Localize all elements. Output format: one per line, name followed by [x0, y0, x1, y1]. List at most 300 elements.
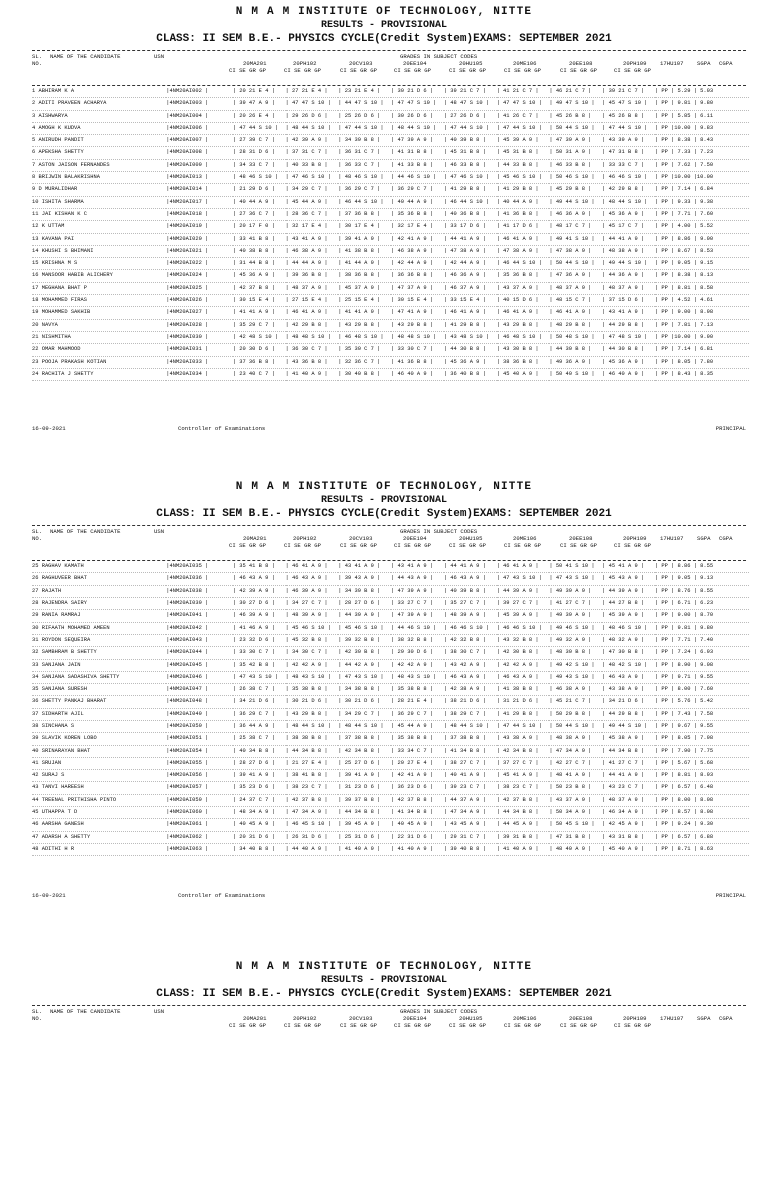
grade-20CV103-cell: | 28 27 D 6 | — [338, 600, 381, 607]
candidate-name-cell: 29 RANIA RAMRAJ — [32, 612, 81, 619]
grade-20HU105-cell: | 42 38 A 9 | — [443, 686, 486, 693]
grade-20MA201-cell: | 37 36 B 8 | — [232, 358, 275, 365]
grade-20EE108-cell: | 44 30 B 8 | — [549, 346, 592, 353]
grade-20ME106-cell: | 45 39 A 9 | — [496, 137, 539, 144]
grade-20ME106-cell: | 44 45 A 9 | — [496, 821, 539, 828]
grade-20EE104-cell: | 45 44 A 9 | — [391, 722, 434, 729]
grade-20PH102-cell: | 42 29 B 8 | — [285, 321, 328, 328]
subject-code: 20EE108 — [569, 60, 593, 67]
usn-cell: |4NM20AI017 | — [166, 198, 209, 205]
grade-20MA201-cell: | 23 40 C 7 | — [232, 370, 275, 377]
grade-20PH102-cell: | 27 21 E 4 | — [285, 88, 328, 94]
result-gpa-cell: | PP | 8.38 | 8.13 — [654, 272, 714, 279]
candidate-name-cell: 43 TANVI HAREESH — [32, 784, 84, 791]
grade-20ME106-cell: | 41 29 B 8 | — [496, 186, 539, 193]
grade-20ME106-cell: | 41 40 A 9 | — [496, 845, 539, 852]
grade-20EE104-cell: | 47 41 A 9 | — [391, 309, 434, 316]
candidate-name-cell: 6 APEKSHA SHETTY — [32, 149, 84, 156]
grade-20ME106-cell: | 44 34 B 8 | — [496, 809, 539, 816]
grade-20PH102-cell: | 46 38 A 9 | — [285, 247, 328, 254]
grade-20MA201-cell: | 35 41 B 8 | — [232, 563, 275, 570]
grade-20PH109-cell: | 45 41 A 9 | — [602, 563, 645, 570]
grade-20PH109-cell: | 43 39 A 9 | — [602, 137, 645, 144]
grade-20HU105-cell: | 46 37 A 9 | — [443, 284, 486, 291]
grade-20PH109-cell: | 44 41 A 9 | — [602, 235, 645, 242]
result-gpa-cell: | PP | 8.05 | 7.80 — [654, 358, 714, 365]
grade-20MA201-cell: | 21 29 D 6 | — [232, 186, 275, 193]
grade-20EE108-cell: | 50 41 S 10 | — [549, 563, 595, 570]
footer-principal: PRINCIPAL — [715, 892, 746, 900]
result-gpa-cell: | PP | 8.81 | 8.93 — [654, 772, 714, 779]
grade-20PH109-cell: | 47 48 S 10 | — [602, 333, 648, 340]
sub-header: CI SE GR GP — [560, 542, 597, 550]
grade-20PH102-cell: | 47 47 S 10 | — [285, 100, 331, 107]
grade-20PH109-cell: | 43 41 A 9 | — [602, 309, 645, 316]
grade-20PH102-cell: | 48 43 S 10 | — [285, 673, 331, 680]
name-label: NAME OF THE CANDIDATE — [50, 53, 121, 60]
grade-20MA201-cell: | 36 29 C 7 | — [232, 710, 275, 717]
usn-cell: |4NM20AI033 | — [166, 358, 209, 365]
candidate-name-cell: 5 ANIRUDH PANDIT — [32, 137, 84, 144]
table-row — [32, 622, 749, 634]
sub-header: CI SE GR GP — [394, 67, 431, 74]
sub-header: CI SE GR GP — [340, 67, 377, 74]
grade-20PH109-cell: | 48 38 A 9 | — [602, 247, 645, 254]
grade-20EE108-cell: | 48 40 A 9 | — [549, 845, 592, 852]
sub-header: CI SE GR GP — [614, 542, 651, 550]
grade-20CV103-cell: | 47 44 S 10 | — [338, 124, 384, 131]
sgpa-label: SGPA — [697, 60, 711, 67]
result-gpa-cell: | PP | 9.33 | 9.38 — [654, 198, 714, 205]
grade-20PH109-cell: | 46 46 S 10 | — [602, 174, 648, 181]
grade-20CV103-cell: | 30 17 E 4 | — [338, 223, 381, 230]
grade-20EE104-cell: | 43 41 A 9 | — [391, 563, 434, 570]
table-row — [32, 208, 749, 220]
results-subtitle: RESULTS - PROVISIONAL — [320, 20, 448, 31]
grade-20PH109-cell: | 48 37 A 9 | — [602, 284, 645, 291]
subject-code: 20PH109 — [623, 60, 647, 67]
grade-20PH109-cell: | 44 39 A 9 | — [602, 587, 645, 594]
cgpa-label: CGPA — [719, 1015, 733, 1023]
grade-20EE108-cell: | 50 44 S 10 | — [549, 260, 595, 267]
grade-20EE108-cell: | 48 15 C 7 | — [549, 297, 592, 304]
grade-20MA201-cell: | 23 32 D 6 | — [232, 636, 275, 643]
grade-20EE104-cell: | 35 38 B 8 | — [391, 735, 434, 742]
usn-cell: |4NM20AI002 | — [166, 88, 209, 94]
usn-label: USN — [154, 1008, 165, 1016]
result-gpa-cell: | PP | 8.81 | 8.58 — [654, 284, 714, 291]
grade-20PH109-cell: | 45 40 A 9 | — [602, 845, 645, 852]
table-row — [32, 659, 749, 671]
grade-20HU105-cell: | 40 39 B 8 | — [443, 137, 486, 144]
grade-20EE108-cell: | 47 39 A 9 | — [549, 137, 592, 144]
grade-20PH109-cell: | 42 45 A 9 | — [602, 821, 645, 828]
candidate-name-cell: 16 MANSOOR HABIB ALICHERY — [32, 272, 113, 279]
grade-20PH109-cell: | 45 38 A 9 | — [602, 735, 645, 742]
grade-20EE108-cell: | 46 36 A 9 | — [549, 210, 592, 217]
grade-20MA201-cell: | 30 27 D 6 | — [232, 600, 275, 607]
result-gpa-cell: | PP | 7.71 | 7.60 — [654, 210, 714, 217]
candidate-name-cell: 12 K UTTAM — [32, 223, 65, 230]
table-row — [32, 295, 749, 307]
column-header — [0, 526, 768, 560]
usn-cell: |4NM20AI026 | — [166, 297, 209, 304]
grade-20MA201-cell: | 42 37 B 8 | — [232, 284, 275, 291]
table-row — [32, 233, 749, 245]
grade-20MA201-cell: | 34 21 D 6 | — [232, 698, 275, 705]
grade-20PH102-cell: | 44 44 A 9 | — [285, 260, 328, 267]
candidate-name-cell: 25 RAGHAV KAMATH — [32, 563, 84, 570]
result-gpa-cell: | PP | 4.52 | 4.61 — [654, 297, 714, 304]
candidate-name-cell: 36 SHETTY PANKAJ BHARAT — [32, 698, 107, 705]
grade-20ME106-cell: | 41 29 B 8 | — [496, 710, 539, 717]
grade-20PH102-cell: | 26 31 D 6 | — [285, 833, 328, 840]
usn-cell: |4NM20AI055 | — [166, 759, 209, 766]
grade-20EE104-cell: | 47 47 S 10 | — [391, 100, 437, 107]
result-gpa-cell: | PP | 7.33 | 7.23 — [654, 149, 714, 156]
grade-20HU105-cell: | 43 42 A 9 | — [443, 661, 486, 668]
table-row — [32, 172, 749, 184]
grade-20MA201-cell: | 33 41 B 8 | — [232, 235, 275, 242]
grade-20EE104-cell: | 47 39 A 9 | — [391, 137, 434, 144]
grade-20EE104-cell: | 41 33 B 8 | — [391, 161, 434, 168]
grade-20HU105-cell: | 33 17 D 6 | — [443, 223, 486, 230]
candidate-name-cell: 47 ADARSH A SHETTY — [32, 833, 91, 840]
grade-20EE104-cell: | 33 34 C 7 | — [391, 747, 434, 754]
subject-code: 20PH102 — [293, 535, 317, 543]
grade-20PH102-cell: | 35 38 B 8 | — [285, 686, 328, 693]
results-section — [0, 437, 768, 904]
result-gpa-cell: | PP |10.00 | 9.90 — [654, 333, 714, 340]
institute-title: N M A M INSTITUTE OF TECHNOLOGY, NITTE — [235, 6, 533, 18]
subject-code: 20ME106 — [513, 60, 537, 67]
grade-20CV103-cell: | 34 39 B 8 | — [338, 587, 381, 594]
grade-20MA201-cell: | 48 46 S 10 | — [232, 174, 279, 181]
candidate-name-cell: 48 ADITHI H R — [32, 845, 75, 852]
grade-20HU105-cell: | 44 30 B 8 | — [443, 346, 486, 353]
grade-20HU105-cell: | 43 45 A 9 | — [443, 821, 486, 828]
result-gpa-cell: | PP | 7.90 | 7.75 — [654, 747, 714, 754]
grade-20CV103-cell: | 44 42 A 9 | — [338, 661, 381, 668]
grade-20MA201-cell: | 20 17 F 0 | — [232, 223, 275, 230]
grade-20PH109-cell: | 45 39 A 9 | — [602, 612, 645, 619]
name-label: NAME OF THE CANDIDATE — [50, 528, 121, 536]
candidate-name-cell: 31 ROYDON SEQUEIRA — [32, 636, 91, 643]
table-row — [32, 307, 749, 319]
grade-20HU105-cell: | 48 44 S 10 | — [443, 722, 490, 729]
institute-title: N M A M INSTITUTE OF TECHNOLOGY, NITTE — [235, 961, 533, 974]
grade-20ME106-cell: | 44 33 B 8 | — [496, 161, 539, 168]
grade-20EE104-cell: | 33 30 C 7 | — [391, 346, 434, 353]
sl-label: SL. — [32, 1008, 43, 1016]
usn-label: USN — [154, 53, 165, 60]
candidate-name-cell: 20 NAVYA — [32, 321, 58, 328]
grade-20EE104-cell: | 36 23 D 6 | — [391, 784, 434, 791]
grade-20ME106-cell: | 35 36 B 8 | — [496, 272, 539, 279]
results-subtitle: RESULTS - PROVISIONAL — [320, 975, 448, 987]
grade-20HU105-cell: | 46 44 S 10 | — [443, 198, 490, 205]
grade-20EE104-cell: | 38 32 B 8 | — [391, 636, 434, 643]
grade-20HU105-cell: | 39 21 C 7 | — [443, 88, 486, 94]
grade-20HU105-cell: | 35 27 C 7 | — [443, 600, 486, 607]
grade-20ME106-cell: | 41 38 B 8 | — [496, 686, 539, 693]
grade-20MA201-cell: | 40 38 B 8 | — [232, 247, 275, 254]
table-row — [32, 708, 749, 720]
grade-20PH109-cell: | 48 32 A 9 | — [602, 636, 645, 643]
grade-20MA201-cell: | 40 45 A 9 | — [232, 821, 275, 828]
grade-20EE104-cell: | 44 43 A 9 | — [391, 575, 434, 582]
grade-20HU105-cell: | 33 15 E 4 | — [443, 297, 486, 304]
results-subtitle: RESULTS - PROVISIONAL — [320, 495, 448, 507]
grade-20CV103-cell: | 25 26 D 6 | — [338, 112, 381, 119]
result-gpa-cell: | PP | 8.57 | 8.08 — [654, 809, 714, 816]
grade-20PH102-cell: | 42 42 A 9 | — [285, 661, 328, 668]
grade-20MA201-cell: | 26 38 C 7 | — [232, 686, 275, 693]
grade-20EE108-cell: | 50 34 A 9 | — [549, 809, 592, 816]
grades-label: GRADES IN SUBJECT CODES — [400, 53, 478, 60]
grade-20HU105-cell: | 46 33 B 8 | — [443, 161, 486, 168]
result-gpa-cell: | PP | 8.76 | 8.55 — [654, 587, 714, 594]
usn-cell: |4NM20AI035 | — [166, 563, 209, 570]
grade-20EE108-cell: | 50 44 S 10 | — [549, 722, 595, 729]
grade-20PH109-cell: | 45 26 B 8 | — [602, 112, 645, 119]
grade-20PH102-cell: | 40 33 B 8 | — [285, 161, 328, 168]
result-gpa-cell: | PP | 7.81 | 7.13 — [654, 321, 714, 328]
candidate-name-cell: 15 KRISHNA M S — [32, 260, 78, 267]
subject-code: 20MA201 — [243, 535, 267, 543]
grade-20EE104-cell: | 32 17 E 4 | — [391, 223, 434, 230]
grade-20PH109-cell: | 44 36 A 9 | — [602, 272, 645, 279]
grade-20PH102-cell: | 42 37 B 8 | — [285, 796, 328, 803]
table-row — [32, 258, 749, 270]
grade-20EE108-cell: | 47 43 S 10 | — [549, 575, 595, 582]
subject-code: 20EE104 — [403, 60, 427, 67]
grade-20EE104-cell: | 41 31 B 8 | — [391, 149, 434, 156]
grade-20EE108-cell: | 49 41 S 10 | — [549, 235, 595, 242]
grade-20PH102-cell: | 45 32 B 8 | — [285, 636, 328, 643]
grade-20ME106-cell: | 43 37 A 9 | — [496, 284, 539, 291]
sub-header: CI SE GR GP — [614, 67, 651, 74]
footer-principal: PRINCIPAL — [715, 425, 746, 433]
table-row — [32, 270, 749, 282]
grade-20MA201-cell: | 33 30 C 7 | — [232, 649, 275, 656]
usn-cell: |4NM20AI021 | — [166, 247, 209, 254]
candidate-name-cell: 9 D MURALIDHAR — [32, 186, 78, 193]
grade-20EE104-cell: | 36 29 C 7 | — [391, 186, 434, 193]
grade-20PH102-cell: | 45 46 S 10 | — [285, 624, 331, 631]
grade-20PH102-cell: | 29 26 D 6 | — [285, 112, 328, 119]
grade-20ME106-cell: | 41 26 C 7 | — [496, 112, 539, 119]
grade-20MA201-cell: | 35 29 C 7 | — [232, 321, 275, 328]
grade-20HU105-cell: | 40 36 B 8 | — [443, 210, 486, 217]
grade-20PH102-cell: | 44 40 A 9 | — [285, 845, 328, 852]
candidate-name-cell: 2 ADITI PRAVEEN ACHARYA — [32, 100, 107, 107]
candidate-name-cell: 3 AISHWARYA — [32, 112, 68, 119]
candidate-name-cell: 1 ABHIRAM K A — [32, 88, 75, 94]
subject-code: 20HU105 — [459, 60, 483, 67]
grade-20EE108-cell: | 47 34 A 9 | — [549, 747, 592, 754]
grade-20PH109-cell: | 33 33 C 7 | — [602, 161, 645, 168]
candidate-name-cell: 21 NISHMITHA — [32, 333, 71, 340]
grade-20HU105-cell: | 47 38 A 9 | — [443, 247, 486, 254]
grade-20CV103-cell: | 23 21 E 4 | — [338, 88, 381, 94]
grade-20CV103-cell: | 43 29 B 8 | — [338, 321, 381, 328]
usn-cell: |4NM20AI006 | — [166, 124, 209, 131]
grade-20PH109-cell: | 43 31 B 8 | — [602, 833, 645, 840]
grade-20PH109-cell: | 45 17 C 7 | — [602, 223, 645, 230]
grade-20CV103-cell: | 45 46 S 10 | — [338, 624, 384, 631]
grade-20EE104-cell: | 30 15 E 4 | — [391, 297, 434, 304]
grade-20PH109-cell: | 46 34 A 9 | — [602, 809, 645, 816]
grade-20PH102-cell: | 48 44 S 10 | — [285, 124, 331, 131]
usn-cell: |4NM20AI048 | — [166, 698, 209, 705]
grade-20EE108-cell: | 48 30 B 8 | — [549, 649, 592, 656]
candidate-name-cell: 24 RACHITA J SHETTY — [32, 370, 94, 377]
grade-20PH109-cell: | 48 46 S 10 | — [602, 624, 648, 631]
candidate-name-cell: 27 RAJATH — [32, 587, 62, 594]
subject-code: 20CV103 — [349, 60, 373, 67]
candidate-name-cell: 28 RAJENDRA SAIRY — [32, 600, 87, 607]
subject-code: 20MA201 — [243, 1015, 267, 1023]
grade-20EE108-cell: | 48 29 B 8 | — [549, 321, 592, 328]
sub-header: CI SE GR GP — [284, 1022, 321, 1030]
sub-header: CI SE GR GP — [504, 1022, 541, 1030]
grade-20EE108-cell: | 49 32 A 9 | — [549, 636, 592, 643]
grade-20MA201-cell: | 41 41 A 9 | — [232, 309, 275, 316]
grades-label: GRADES IN SUBJECT CODES — [400, 528, 478, 536]
table-row — [32, 135, 749, 147]
candidate-name-cell: 46 AARSHA GANESH — [32, 821, 84, 828]
grade-20ME106-cell: | 47 44 S 10 | — [496, 722, 542, 729]
grade-20EE108-cell: | 48 17 C 7 | — [549, 223, 592, 230]
sub-header: CI SE GR GP — [340, 542, 377, 550]
grade-20EE108-cell: | 50 45 S 10 | — [549, 821, 595, 828]
candidate-name-cell: 34 SANJANA SADASHIVA SHETTY — [32, 673, 120, 680]
grade-20HU105-cell: | 47 46 S 10 | — [443, 174, 490, 181]
grade-20HU105-cell: | 42 44 A 9 | — [443, 260, 486, 267]
grade-20ME106-cell: | 40 15 D 6 | — [496, 297, 539, 304]
table-row — [32, 598, 749, 610]
grade-20MA201-cell: | 47 43 S 10 | — [232, 673, 279, 680]
grade-20EE104-cell: | 36 29 C 7 | — [391, 710, 434, 717]
grade-20EE108-cell: | 47 31 B 8 | — [549, 833, 592, 840]
grade-20EE108-cell: | 50 48 S 10 | — [549, 333, 595, 340]
result-gpa-cell: | PP | 8.05 | 7.98 — [654, 735, 714, 742]
grade-20CV103-cell: | 39 37 B 8 | — [338, 796, 381, 803]
candidate-name-cell: 42 SURAJ S — [32, 772, 65, 779]
result-gpa-cell: | PP |10.00 | 9.83 — [654, 124, 714, 131]
grade-20CV103-cell: | 32 36 C 7 | — [338, 358, 381, 365]
grade-20HU105-cell: | 44 41 A 9 | — [443, 563, 486, 570]
grade-20CV103-cell: | 42 30 B 8 | — [338, 649, 381, 656]
table-row — [32, 159, 749, 171]
grade-20PH102-cell: | 34 29 C 7 | — [285, 186, 328, 193]
grade-20EE108-cell: | 49 39 A 9 | — [549, 587, 592, 594]
grade-20CV103-cell: | 46 44 S 10 | — [338, 198, 384, 205]
grade-20ME106-cell: | 39 31 B 8 | — [496, 833, 539, 840]
candidate-name-cell: 23 POOJA PRAKASH KOTIAN — [32, 358, 107, 365]
table-row — [32, 122, 749, 134]
grade-20EE104-cell: | 36 36 B 8 | — [391, 272, 434, 279]
grade-20ME106-cell: | 46 43 A 9 | — [496, 673, 539, 680]
grade-20EE108-cell: | 48 37 A 9 | — [549, 284, 592, 291]
grade-20HU105-cell: | 45 31 B 8 | — [443, 149, 486, 156]
grade-20PH102-cell: | 46 45 S 10 | — [285, 821, 331, 828]
grade-20HU105-cell: | 38 21 D 6 | — [443, 698, 486, 705]
grade-20ME106-cell: | 45 39 A 9 | — [496, 612, 539, 619]
table-row — [32, 282, 749, 294]
grade-20CV103-cell: | 48 46 S 10 | — [338, 174, 384, 181]
grade-20ME106-cell: | 46 41 A 9 | — [496, 563, 539, 570]
subject-code: 20ME106 — [513, 1015, 537, 1023]
grade-20EE108-cell: | 41 27 C 7 | — [549, 600, 592, 607]
grade-20CV103-cell: | 41 40 A 9 | — [338, 845, 381, 852]
usn-cell: |4NM20AI007 | — [166, 137, 209, 144]
grade-20CV103-cell: | 39 43 A 9 | — [338, 575, 381, 582]
grade-20HU105-cell: | 44 37 A 9 | — [443, 796, 486, 803]
table-row — [32, 782, 749, 794]
grade-20MA201-cell: | 24 37 C 7 | — [232, 796, 275, 803]
grade-20HU105-cell: | 36 40 B 8 | — [443, 370, 486, 377]
results-table — [32, 561, 749, 856]
grade-20PH102-cell: | 48 44 S 10 | — [285, 722, 331, 729]
grade-20MA201-cell: | 39 47 A 9 | — [232, 100, 275, 107]
grade-20MA201-cell: | 40 44 A 9 | — [232, 198, 275, 205]
name-label: NAME OF THE CANDIDATE — [50, 1008, 121, 1016]
usn-cell: |4NM20AI036 | — [166, 575, 209, 582]
usn-cell: |4NM20AI004 | — [166, 112, 209, 119]
grade-20ME106-cell: | 45 41 A 9 | — [496, 772, 539, 779]
grade-20MA201-cell: | 47 44 S 10 | — [232, 124, 279, 131]
result-gpa-cell: | PP | 7.71 | 7.40 — [654, 636, 714, 643]
sub-header: CI SE GR GP — [394, 1022, 431, 1030]
grade-20PH102-cell: | 47 34 A 9 | — [285, 809, 328, 816]
usn-cell: |4NM20AI019 | — [166, 223, 209, 230]
results-section — [0, 0, 768, 437]
table-row — [32, 720, 749, 732]
grade-20EE108-cell: | 48 38 A 9 | — [549, 735, 592, 742]
candidate-name-cell: 14 KHUSHI S BHIMANI — [32, 247, 94, 254]
usn-cell: |4NM20AI025 | — [166, 284, 209, 291]
grade-20EE108-cell: | 47 38 A 9 | — [549, 247, 592, 254]
grade-20CV103-cell: | 38 36 B 8 | — [338, 272, 381, 279]
result-gpa-cell: | PP | 9.00 | 8.98 — [654, 309, 714, 316]
grade-20PH109-cell: | 48 44 S 10 | — [602, 198, 648, 205]
grade-20PH102-cell: | 30 21 D 6 | — [285, 698, 328, 705]
grade-20CV103-cell: | 34 39 B 8 | — [338, 137, 381, 144]
results-table — [32, 86, 749, 381]
result-gpa-cell: | PP | 5.29 | 5.03 — [654, 88, 714, 94]
grade-20PH109-cell: | 48 42 S 10 | — [602, 661, 648, 668]
usn-cell: |4NM20AI061 | — [166, 821, 209, 828]
grade-20EE108-cell: | 50 31 A 9 | — [549, 149, 592, 156]
grade-20EE104-cell: | 35 36 B 8 | — [391, 210, 434, 217]
sub-header: CI SE GR GP — [449, 542, 486, 550]
table-row — [32, 585, 749, 597]
candidate-name-cell: 32 SAMBHRAM B SHETTY — [32, 649, 97, 656]
grade-20EE104-cell: | 44 46 S 10 | — [391, 624, 437, 631]
result-gpa-cell: | PP | 7.43 | 7.58 — [654, 710, 714, 717]
class-line: CLASS: II SEM B.E.- PHYSICS CYCLE(Credit System)EXAMS: SEPTEMBER 2021 — [156, 33, 612, 45]
grade-20HU105-cell: | 39 40 B 8 | — [443, 845, 486, 852]
grade-20EE108-cell: | 49 47 S 10 | — [549, 100, 595, 107]
usn-label: USN — [154, 528, 165, 536]
grade-20CV103-cell: | 44 34 B 8 | — [338, 809, 381, 816]
candidate-name-cell: 45 UTHAPPA T D — [32, 809, 78, 816]
grade-20MA201-cell: | 46 39 A 9 | — [232, 612, 275, 619]
candidate-name-cell: 30 RIFAATH MOHAMED AMEEN — [32, 624, 110, 631]
subject-code: 20PH109 — [623, 535, 647, 543]
